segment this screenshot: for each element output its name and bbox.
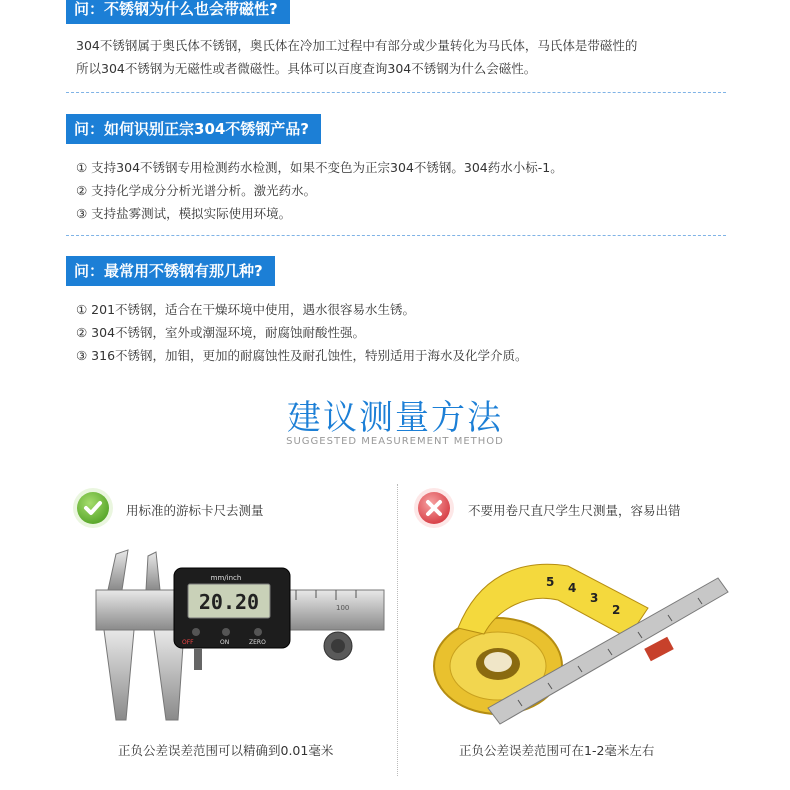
- method-title: 建议测量方法: [287, 398, 503, 438]
- faq-answer-1-line-2: 所以304不锈钢为无磁性或者微磁性。具体可以百度查询304不锈钢为什么会磁性。: [76, 61, 537, 76]
- caliper-display: 20.20: [198, 590, 260, 614]
- bad-method-tip: 不要用卷尺直尺学生尺测量，容易出错: [468, 503, 681, 518]
- zero-button-label: ZERO: [249, 639, 266, 646]
- faq-answer-1-line-1: 304不锈钢属于奥氏体不锈钢，奥氏体在冷加工过程中有部分或少量转化为马氏体，马氏体是带磁性的: [76, 38, 638, 53]
- faq-answer-2-line-3: ③ 支持盐雾测试，模拟实际使用环境。: [76, 206, 292, 221]
- tape-number: 5: [546, 575, 555, 589]
- column-divider: [397, 484, 398, 776]
- faq-question-3: 问：最常用不锈钢有那几种?: [66, 256, 275, 286]
- faq-answer-3-line-2: ② 304不锈钢，室外或潮湿环境，耐腐蚀耐酸性强。: [76, 325, 366, 340]
- tape-measure-image: [418, 548, 738, 730]
- unit-label: mm/inch: [210, 574, 242, 582]
- good-method-tip: 用标准的游标卡尺去测量: [126, 503, 264, 518]
- tape-number: 2: [612, 603, 621, 617]
- faq-answer-3-line-1: ① 201不锈钢，适合在干燥环境中使用，遇水很容易水生锈。: [76, 302, 416, 317]
- faq-question-2: 问：如何识别正宗304不锈钢产品?: [66, 114, 321, 144]
- right-caption: 正负公差误差范围可在1-2毫米左右: [459, 743, 655, 758]
- faq-answer-3-line-3: ③ 316不锈钢，加钼，更加的耐腐蚀性及耐孔蚀性，特别适用于海水及化学介质。: [76, 348, 528, 363]
- faq-answer-2-line-2: ② 支持化学成分分析光谱分析。激光药水。: [76, 183, 317, 198]
- left-caption: 正负公差误差范围可以精确到0.01毫米: [118, 743, 334, 758]
- method-subtitle: SUGGESTED MEASUREMENT METHOD: [286, 436, 504, 447]
- on-button-label: ON: [220, 639, 230, 646]
- tape-number: 4: [568, 581, 577, 595]
- tape-number: 3: [590, 591, 599, 605]
- scale-label: 100: [336, 604, 350, 612]
- caliper-image: [86, 540, 386, 730]
- off-button-label: OFF: [182, 639, 194, 646]
- check-icon: [72, 487, 114, 529]
- section-divider: [66, 92, 726, 93]
- section-divider: [66, 235, 726, 236]
- cross-icon: [413, 487, 455, 529]
- faq-question-1: 问：不锈钢为什么也会带磁性?: [66, 0, 290, 24]
- faq-answer-2-line-1: ① 支持304不锈钢专用检测药水检测，如果不变色为正宗304不锈钢。304药水小标-1。: [76, 160, 563, 175]
